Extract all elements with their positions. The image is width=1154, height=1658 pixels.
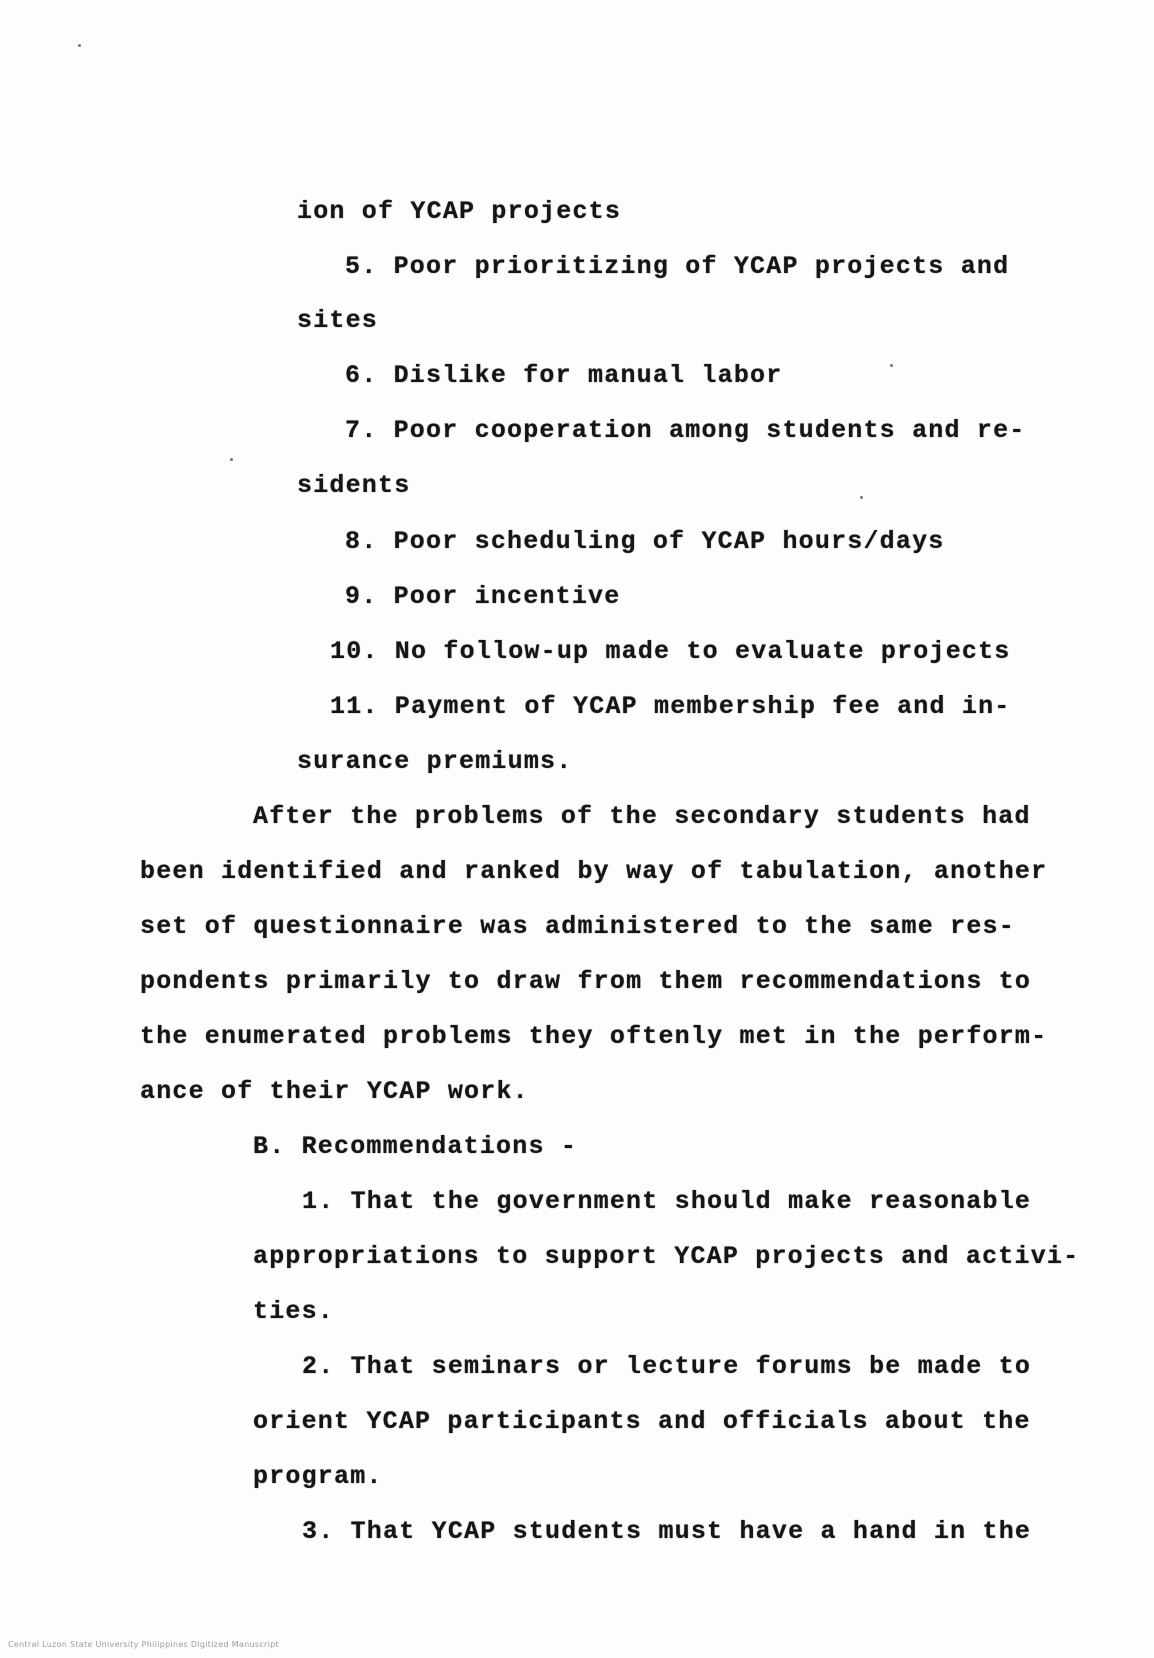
scan-footer: Central Luzon State University Philippines Digitized Manuscript xyxy=(8,1640,279,1649)
recommendation-item-3: 3. That YCAP students must have a hand in the xyxy=(302,1517,1032,1546)
list-item-9: 9. Poor incentive xyxy=(345,582,621,611)
paragraph-line: pondents primarily to draw from them recommendations to xyxy=(140,967,1032,996)
scan-speck xyxy=(890,364,893,367)
list-item-5: 5. Poor prioritizing of YCAP projects and xyxy=(345,252,1010,281)
scan-speck xyxy=(860,496,863,499)
text-line: ion of YCAP projects xyxy=(297,197,622,226)
paragraph-line: After the problems of the secondary students had xyxy=(253,802,1031,831)
paragraph-line: the enumerated problems they oftenly met in the perform- xyxy=(140,1022,1048,1051)
section-heading: B. Recommendations - xyxy=(253,1132,578,1161)
text-line: surance premiums. xyxy=(297,747,573,776)
recommendation-item-1: 1. That the government should make reasonable xyxy=(302,1187,1032,1216)
list-item-7: 7. Poor cooperation among students and re- xyxy=(345,416,1026,445)
paragraph-line: ance of their YCAP work. xyxy=(140,1077,529,1106)
text-line: sidents xyxy=(297,471,411,500)
recommendation-item-2: 2. That seminars or lecture forums be made to xyxy=(302,1352,1032,1381)
text-line: sites xyxy=(297,306,379,335)
text-line: program. xyxy=(253,1462,383,1491)
text-line: appropriations to support YCAP projects and activi- xyxy=(253,1242,1080,1271)
list-item-11: 11. Payment of YCAP membership fee and in- xyxy=(330,692,1011,721)
list-item-6: 6. Dislike for manual labor xyxy=(345,361,783,390)
scan-speck xyxy=(78,44,81,47)
list-item-10: 10. No follow-up made to evaluate projects xyxy=(330,637,1011,666)
paragraph-line: set of questionnaire was administered to the same res- xyxy=(140,912,1015,941)
text-line: orient YCAP participants and officials about the xyxy=(253,1407,1031,1436)
scan-speck xyxy=(230,458,233,461)
text-line: ties. xyxy=(253,1297,335,1326)
paragraph-line: been identified and ranked by way of tabulation, another xyxy=(140,857,1048,886)
list-item-8: 8. Poor scheduling of YCAP hours/days xyxy=(345,527,945,556)
